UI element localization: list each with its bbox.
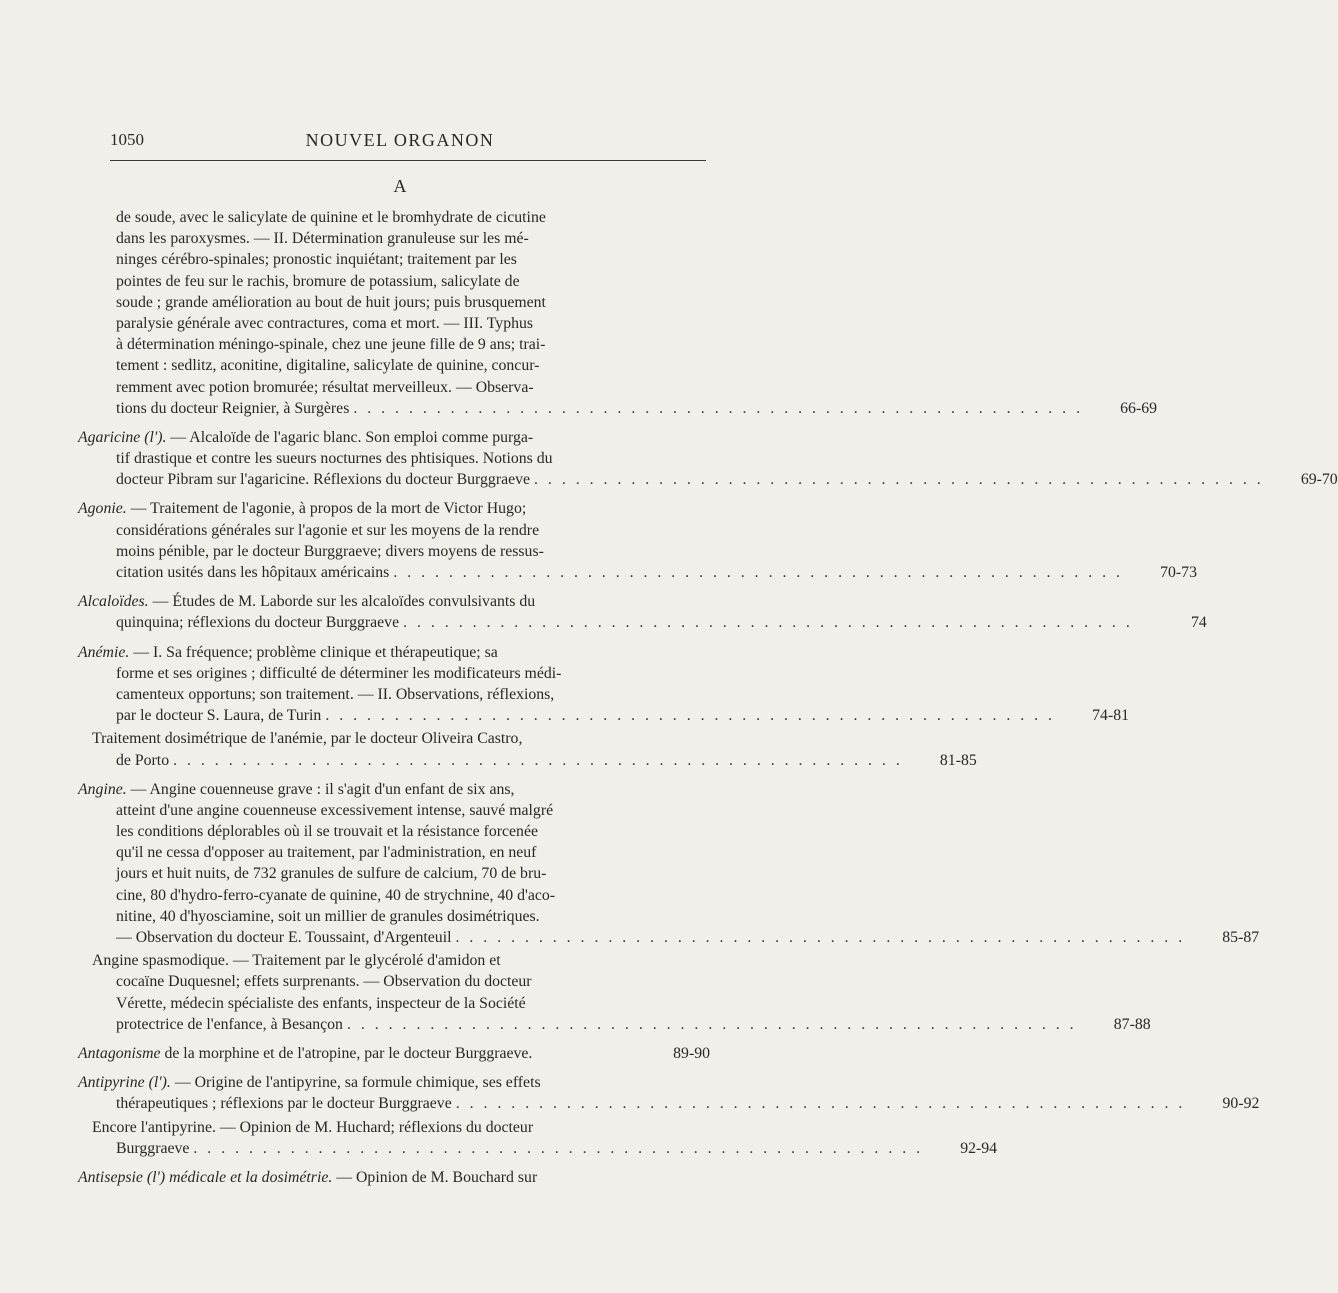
entry-line xyxy=(78,1093,1260,1114)
entry-line xyxy=(78,750,977,771)
entry-line xyxy=(78,448,710,469)
entry-line xyxy=(78,863,710,884)
leader-dots: . . . . . . . . . . . . . . . . . . . . . . . . . . . . . . . . . . . . . . . . . . . . . . . . . . . . . xyxy=(193,1139,924,1157)
entry-line xyxy=(78,684,710,705)
entry-line xyxy=(78,427,710,448)
entry-line xyxy=(78,821,710,842)
entry-text: — Angine couenneuse grave : il s'agit d'un enfant de six ans, xyxy=(126,780,515,798)
entry-text: — Opinion de M. Bouchard sur xyxy=(332,1168,538,1186)
entry-text: cine, 80 d'hydro-ferro-cyanate de quinine, 40 de strychnine, 40 d'aco- xyxy=(116,886,556,904)
index-entry xyxy=(78,950,1151,1035)
entry-line xyxy=(78,398,1158,419)
entry-text: — Études de M. Laborde sur les alcaloïdes convulsivants du xyxy=(148,593,536,611)
leader-dots: . . . . . . . . . . . . . . . . . . . . . . . . . . . . . . . . . . . . . . . . . . . . . . . . . . . . . xyxy=(393,564,1123,581)
entry-text: forme et ses origines ; difficulté de déterminer les modificateurs médi- xyxy=(116,664,562,682)
entry-text: — Origine de l'antipyrine, sa formule chimique, ses effets xyxy=(170,1074,541,1092)
index-entry xyxy=(78,1117,998,1159)
entry-text: ninges cérébro-spinales; pronostic inquiétant; traitement par les xyxy=(116,251,517,269)
entry-text: de la morphine et de l'atropine, par le docteur Burggraeve. xyxy=(160,1044,533,1062)
entry-line xyxy=(78,971,710,992)
entry-line xyxy=(78,663,710,684)
entry-line xyxy=(78,334,710,355)
entry-pages: 92-94 xyxy=(960,1139,998,1157)
entry-text: les conditions déplorables où il se trouvait et la résistance forcenée xyxy=(116,823,538,841)
entry-heading: Antipyrine (l'). xyxy=(78,1074,171,1092)
entry-line xyxy=(78,950,710,971)
entry-text: Traitement dosimétrique de l'anémie, par le docteur Oliveira Castro, xyxy=(92,730,523,748)
entry-pages: 87-88 xyxy=(1113,1015,1151,1033)
index-entry xyxy=(78,1167,710,1188)
entry-pages: 70-73 xyxy=(1160,564,1197,581)
index-entry xyxy=(78,642,1129,727)
entry-text: — Observation du docteur E. Toussaint, d'Argenteuil xyxy=(116,929,452,946)
entry-line xyxy=(78,498,710,519)
index-entry xyxy=(78,1072,1260,1114)
entry-line xyxy=(78,1167,710,1188)
entry-text: Burggraeve xyxy=(116,1139,190,1157)
entry-pages: 89-90 xyxy=(673,1044,710,1062)
entry-line xyxy=(78,271,710,292)
entry-heading: Antisepsie (l') médicale et la dosimétrie. xyxy=(78,1168,333,1186)
entry-text: moins pénible, par le docteur Burggraeve; divers moyens de ressus- xyxy=(116,542,544,560)
entry-line xyxy=(78,1014,1151,1035)
section-letter: A xyxy=(393,176,407,196)
entry-line xyxy=(78,642,710,663)
entry-line xyxy=(78,1117,710,1138)
header-rule xyxy=(110,160,706,161)
index-entry xyxy=(78,728,977,770)
entry-text: — I. Sa fréquence; problème clinique et thérapeutique; sa xyxy=(129,643,498,661)
entry-text: dans les paroxysmes. — II. Détermination granuleuse sur les mé- xyxy=(116,230,529,248)
entry-text: protectrice de l'enfance, à Besançon xyxy=(116,1015,343,1033)
entry-text: de Porto xyxy=(116,751,170,769)
entry-pages: 85-87 xyxy=(1222,929,1260,946)
running-title: NOUVEL ORGANON xyxy=(305,130,495,150)
entry-line xyxy=(78,705,1129,726)
entry-pages: 74 xyxy=(1190,614,1207,632)
entry-line xyxy=(78,355,710,376)
entry-text: thérapeutiques ; réflexions par le docteur Burggraeve xyxy=(116,1095,452,1113)
entry-text: tif drastique et contre les sueurs nocturnes des phtisiques. Notions du xyxy=(116,450,553,468)
entry-heading: Alcaloïdes. xyxy=(78,593,149,611)
page-number: 1050 xyxy=(110,130,144,149)
entry-text: citation usités dans les hôpitaux américains xyxy=(116,564,390,581)
index-list xyxy=(78,207,1338,1196)
entry-text: cocaïne Duquesnel; effets surprenants. — Observation du docteur xyxy=(116,973,532,991)
entry-line xyxy=(78,228,710,249)
entry-text: Vérette, médecin spécialiste des enfants, inspecteur de la Société xyxy=(116,994,526,1012)
entry-heading: Angine. xyxy=(78,780,127,798)
entry-line xyxy=(78,728,710,749)
entry-line xyxy=(78,292,710,313)
entry-pages: 90-92 xyxy=(1222,1095,1260,1113)
leader-dots: . . . . . . . . . . . . . . . . . . . . . . . . . . . . . . . . . . . . . . . . . . . . . . . . . . . . . xyxy=(403,614,1133,632)
entry-text: camenteux opportuns; son traitement. — II. Observations, réflexions, xyxy=(116,685,555,703)
leader-dots: . . . . . . . . . . . . . . . . . . . . . . . . . . . . . . . . . . . . . . . . . . . . . . . . . . . . . xyxy=(173,751,903,769)
index-entry xyxy=(78,591,1207,633)
leader-dots: . . . . . . . . . . . . . . . . . . . . . . . . . . . . . . . . . . . . . . . . . . . . . . . . . . . . . xyxy=(455,929,1186,946)
entry-pages: 66-69 xyxy=(1120,399,1158,417)
entry-line xyxy=(78,993,710,1014)
entry-heading: Agonie. xyxy=(78,500,127,518)
entry-line xyxy=(78,800,710,821)
entry-line xyxy=(78,1043,710,1064)
entry-line xyxy=(78,927,1260,948)
entry-text: remment avec potion bromurée; résultat merveilleux. — Observa- xyxy=(116,378,534,396)
entry-line xyxy=(78,612,1207,633)
entry-text: — Traitement de l'agonie, à propos de la mort de Victor Hugo; xyxy=(126,500,527,518)
entry-text: quinquina; réflexions du docteur Burggraeve xyxy=(116,614,400,632)
leader-dots: . . . . . . . . . . . . . . . . . . . . . . . . . . . . . . . . . . . . . . . . . . . . . . . . . . . . . xyxy=(325,707,1055,725)
index-entry xyxy=(78,498,1197,583)
entry-text: qu'il ne cessa d'opposer au traitement, par l'administration, en neuf xyxy=(116,844,537,862)
entry-text: Encore l'antipyrine. — Opinion de M. Huchard; réflexions du docteur xyxy=(92,1118,534,1136)
entry-line xyxy=(78,906,710,927)
entry-text: considérations générales sur l'agonie et sur les moyens de la rendre xyxy=(116,521,540,539)
running-head xyxy=(0,130,800,154)
entry-text: par le docteur S. Laura, de Turin xyxy=(116,707,322,725)
leader-dots: . . . . . . . . . . . . . . . . . . . . . . . . . . . . . . . . . . . . . . . . . . . . . . . . . . . . . xyxy=(455,1095,1186,1113)
entry-text: jours et huit nuits, de 732 granules de sulfure de calcium, 70 de bru- xyxy=(116,865,547,883)
entry-heading: Agaricine (l'). xyxy=(78,428,167,446)
entry-text: à détermination méningo-spinale, chez une jeune fille de 9 ans; trai- xyxy=(116,336,546,354)
entry-text: soude ; grande amélioration au bout de huit jours; puis brusquement xyxy=(116,293,546,311)
index-entry xyxy=(78,1043,710,1064)
entry-pages: 81-85 xyxy=(939,751,977,769)
entry-text: nitine, 40 d'hyosciamine, soit un millier de granules dosimétriques. xyxy=(116,907,540,925)
entry-pages: 69-70 xyxy=(1300,471,1338,489)
entry-text: atteint d'une angine couenneuse excessivement intense, sauvé malgré xyxy=(116,801,554,819)
entry-heading: Anémie. xyxy=(78,643,130,661)
leader-dots: . . . . . . . . . . . . . . . . . . . . . . . . . . . . . . . . . . . . . . . . . . . . . . . . . . . . . xyxy=(353,399,1084,417)
entry-line xyxy=(78,1138,998,1159)
entry-line xyxy=(78,541,710,562)
entry-heading: Antagonisme xyxy=(78,1044,161,1062)
entry-line xyxy=(78,885,710,906)
index-entry xyxy=(78,427,1338,491)
index-entry xyxy=(78,779,1260,949)
entry-text: — Alcaloïde de l'agaric blanc. Son emploi comme purga- xyxy=(166,428,534,446)
entry-pages: 74-81 xyxy=(1092,707,1129,725)
entry-line xyxy=(78,779,710,800)
entry-text: Angine spasmodique. — Traitement par le glycérolé d'amidon et xyxy=(92,952,501,970)
leader-dots: . . . . . . . . . . . . . . . . . . . . . . . . . . . . . . . . . . . . . . . . . . . . . . . . . . . . . xyxy=(346,1015,1077,1033)
entry-line xyxy=(78,562,1197,583)
entry-line xyxy=(78,591,710,612)
entry-text: tement : sedlitz, aconitine, digitaline, salicylate de quinine, concur- xyxy=(116,357,540,375)
entry-line xyxy=(78,469,1338,490)
entry-text: tions du docteur Reignier, à Surgères xyxy=(116,399,350,417)
index-entry xyxy=(78,207,1158,419)
entry-text: paralysie générale avec contractures, coma et mort. — III. Typhus xyxy=(116,314,534,332)
entry-line xyxy=(78,842,710,863)
entry-line xyxy=(78,1072,710,1093)
entry-line xyxy=(78,520,710,541)
entry-line xyxy=(78,313,710,334)
entry-line xyxy=(78,377,710,398)
leader-dots: . . . . . . . . . . . . . . . . . . . . . . . . . . . . . . . . . . . . . . . . . . . . . . . . . . . . . xyxy=(534,471,1264,489)
entry-text: pointes de feu sur le rachis, bromure de potassium, salicylate de xyxy=(116,272,520,290)
entry-line xyxy=(78,249,710,270)
entry-line xyxy=(78,207,710,228)
entry-text: docteur Pibram sur l'agaricine. Réflexions du docteur Burggraeve xyxy=(116,471,531,489)
entry-text: de soude, avec le salicylate de quinine et le bromhydrate de cicutine xyxy=(116,209,546,226)
